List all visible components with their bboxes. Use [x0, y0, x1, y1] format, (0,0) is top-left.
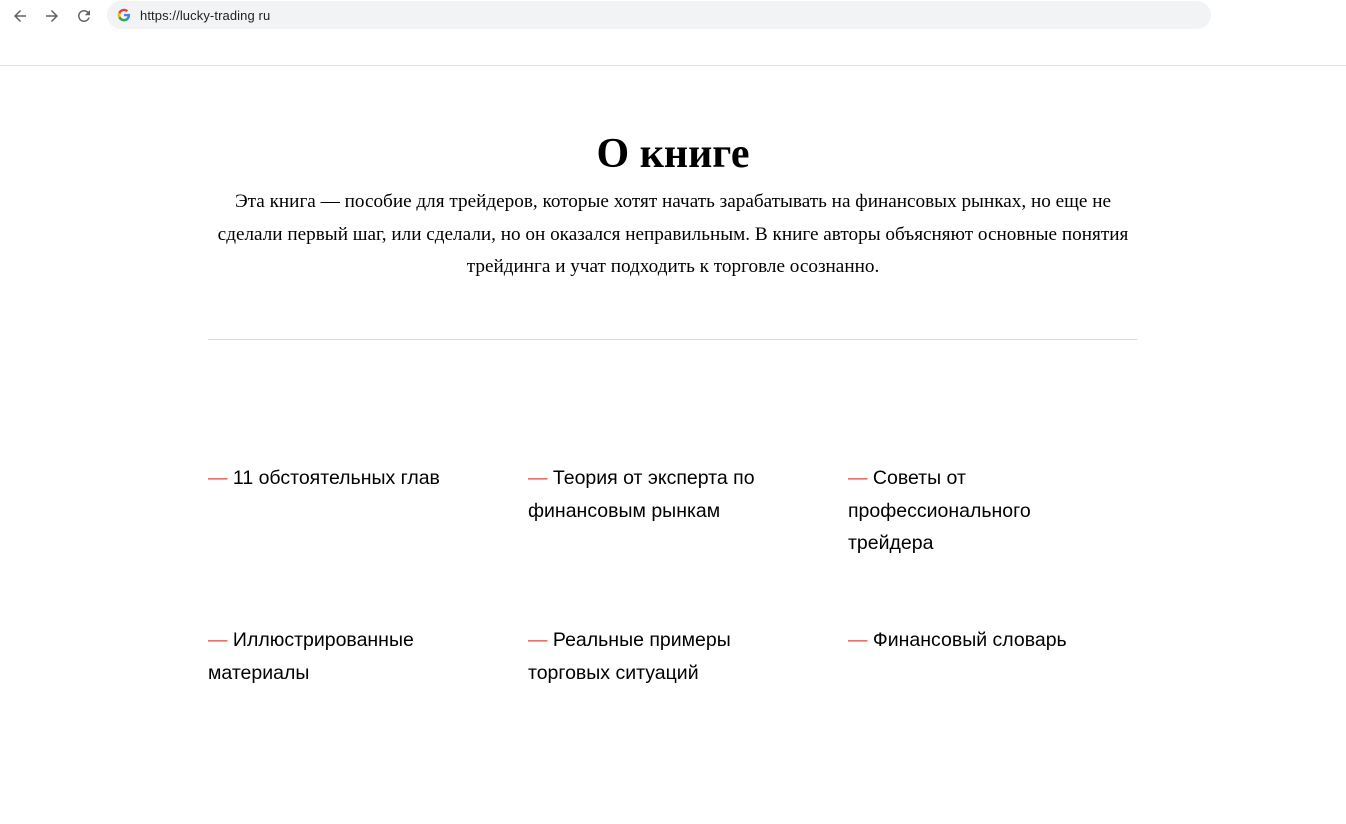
browser-toolbar — [0, 0, 1346, 66]
google-icon — [117, 8, 131, 22]
feature-item — [208, 624, 498, 689]
reload-icon — [75, 7, 93, 25]
red-dash: — — [208, 629, 228, 651]
reload-button[interactable] — [73, 5, 95, 27]
feature-text: Финансовый словарь — [872, 629, 1067, 651]
forward-button[interactable] — [41, 5, 63, 27]
red-dash: — — [208, 467, 228, 489]
arrow-left-icon — [11, 7, 29, 25]
feature-item — [528, 462, 818, 527]
book-description: Эта книга — пособие для трейдеров, которые хотят начать зарабатывать на финансовых рынках, но еще не сделали первый шаг, или сделали, но он оказался неправильным. В книге авторы объясняют основные понятия трейдинга и учат подходить к торговле осознанно. — [217, 191, 1129, 277]
feature-text: Советы от профессионального трейдера — [848, 467, 1031, 554]
address-bar[interactable] — [107, 1, 1211, 29]
arrow-right-icon — [43, 7, 61, 25]
page-title: О книге — [596, 131, 750, 177]
feature-item — [848, 624, 1148, 657]
red-dash: — — [528, 467, 548, 489]
red-dash: — — [848, 629, 868, 651]
red-dash: — — [848, 467, 868, 489]
feature-item — [208, 462, 498, 495]
feature-item — [528, 624, 818, 689]
url-text[interactable]: https://lucky-trading ru — [140, 8, 271, 23]
back-button[interactable] — [9, 5, 31, 27]
section-divider — [208, 339, 1137, 340]
feature-text: Теория от эксперта по финансовым рынкам — [528, 467, 755, 522]
feature-item — [848, 462, 1108, 560]
feature-text: 11 обстоятельных глав — [232, 467, 440, 489]
red-dash: — — [528, 629, 548, 651]
feature-text: Реальные примеры торговых ситуаций — [528, 629, 731, 684]
feature-text: Иллюстрированные материалы — [208, 629, 414, 684]
